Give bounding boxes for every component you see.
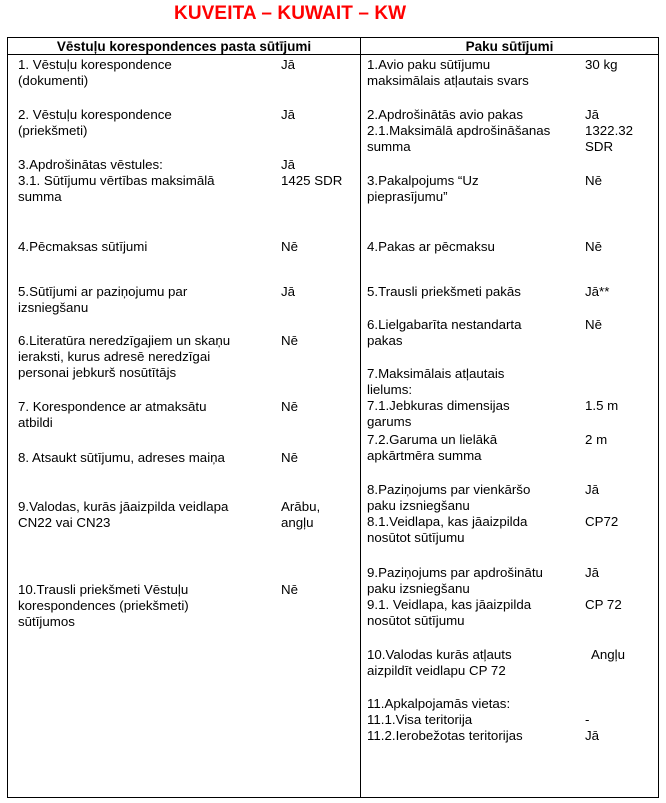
parcels-item-8-label: 7.2.Garuma un lielākā apkārtmēra summa [367,432,498,463]
parcels-item-10-label: 9.Paziņojums par apdrošinātu paku izsniegšanu 9.1. Veidlapa, kas jāaizpilda nosūtot sūtījumu [367,565,543,628]
parcels-item-12-value: - Jā [585,712,600,743]
letters-item-4-value: Nē [281,239,298,254]
parcels-item-8-value: 2 m [585,432,608,447]
parcels-item-2-label: 2.Apdrošinātās avio pakas 2.1.Maksimālā apdrošināšanas summa [367,107,551,154]
letters-item-10-value: Nē [281,582,298,597]
parcels-item-3-label: 3.Pakalpojums “Uz pieprasījumu” [367,173,479,204]
letters-item-9-label: 9.Valodas, kurās jāaizpilda veidlapa CN22 vai CN23 [18,499,229,530]
letters-item-5-value: Jā [281,284,296,299]
parcels-item-6-label: 6.Lielgabarīta nestandarta pakas [367,317,522,348]
document-title: KUVEITA – KUWAIT – KW [174,3,407,24]
letters-item-4-label: 4.Pēcmaksas sūtījumi [18,239,148,254]
letters-item-3-value: Jā 1425 SDR [281,157,343,188]
letters-item-5-label: 5.Sūtījumi ar paziņojumu par izsniegšanu [18,284,188,315]
parcels-item-4-value: Nē [585,239,602,254]
parcels-item-2-value: Jā 1322.32 SDR [585,107,634,154]
letters-item-2-value: Jā [281,107,296,122]
header-letters: Vēstuļu korespondences pasta sūtījumi [8,38,361,55]
postal-services-table [7,37,659,798]
letters-item-1-label: 1. Vēstuļu korespondence (dokumenti) [18,57,172,88]
letters-column [8,55,360,797]
letters-item-6-label: 6.Literatūra neredzīgajiem un skaņu ieraksti, kurus adresē neredzīgai personai jebkurš nosūtītājs [18,333,231,380]
parcels-item-5-label: 5.Trausli priekšmeti pakās [367,284,521,299]
parcels-item-10-value: Jā CP 72 [585,565,622,612]
parcels-item-3-value: Nē [585,173,602,188]
letters-item-1-value: Jā [281,57,296,72]
parcels-item-9-value: Jā CP72 [585,482,619,529]
parcels-item-1-label: 1.Avio paku sūtījumu maksimālais atļautais svars [367,57,529,88]
parcels-column [361,55,658,797]
letters-item-10-label: 10.Trausli priekšmeti Vēstuļu korespondences (priekšmeti) sūtījumos [18,582,189,629]
parcels-item-11-label: 10.Valodas kurās atļauts aizpildīt veidlapu CP 72 [367,647,512,678]
letters-item-2-label: 2. Vēstuļu korespondence (priekšmeti) [18,107,172,138]
parcels-item-4-label: 4.Pakas ar pēcmaksu [367,239,495,254]
parcels-item-9-label: 8.Paziņojums par vienkāršo paku izsniegšanu 8.1.Veidlapa, kas jāaizpilda nosūtot sūtījumu [367,482,531,545]
parcels-item-12-label: 11.Apkalpojamās vietas: 11.1.Visa teritorija 11.2.Ierobežotas teritorijas [367,696,523,743]
parcels-item-7-label: 7.Maksimālais atļautais lielums: 7.1.Jebkuras dimensijas garums [367,366,510,429]
header-parcels: Paku sūtījumi [361,38,659,55]
parcels-item-1-value: 30 kg [585,57,618,72]
parcels-item-5-value: Jā** [585,284,610,299]
parcels-item-6-value: Nē [585,317,602,332]
parcels-item-11-value: Angļu [591,647,626,662]
letters-item-9-value: Arābu, angļu [281,499,321,530]
letters-item-8-value: Nē [281,450,298,465]
letters-item-8-label: 8. Atsaukt sūtījumu, adreses maiņa [18,450,225,465]
letters-item-7-value: Nē [281,399,298,414]
letters-item-3-label: 3.Apdrošinātas vēstules: 3.1. Sūtījumu vērtības maksimālā summa [18,157,215,204]
letters-item-7-label: 7. Korespondence ar atmaksātu atbildi [18,399,207,430]
letters-item-6-value: Nē [281,333,298,348]
parcels-item-7-value: 1.5 m [585,398,619,413]
